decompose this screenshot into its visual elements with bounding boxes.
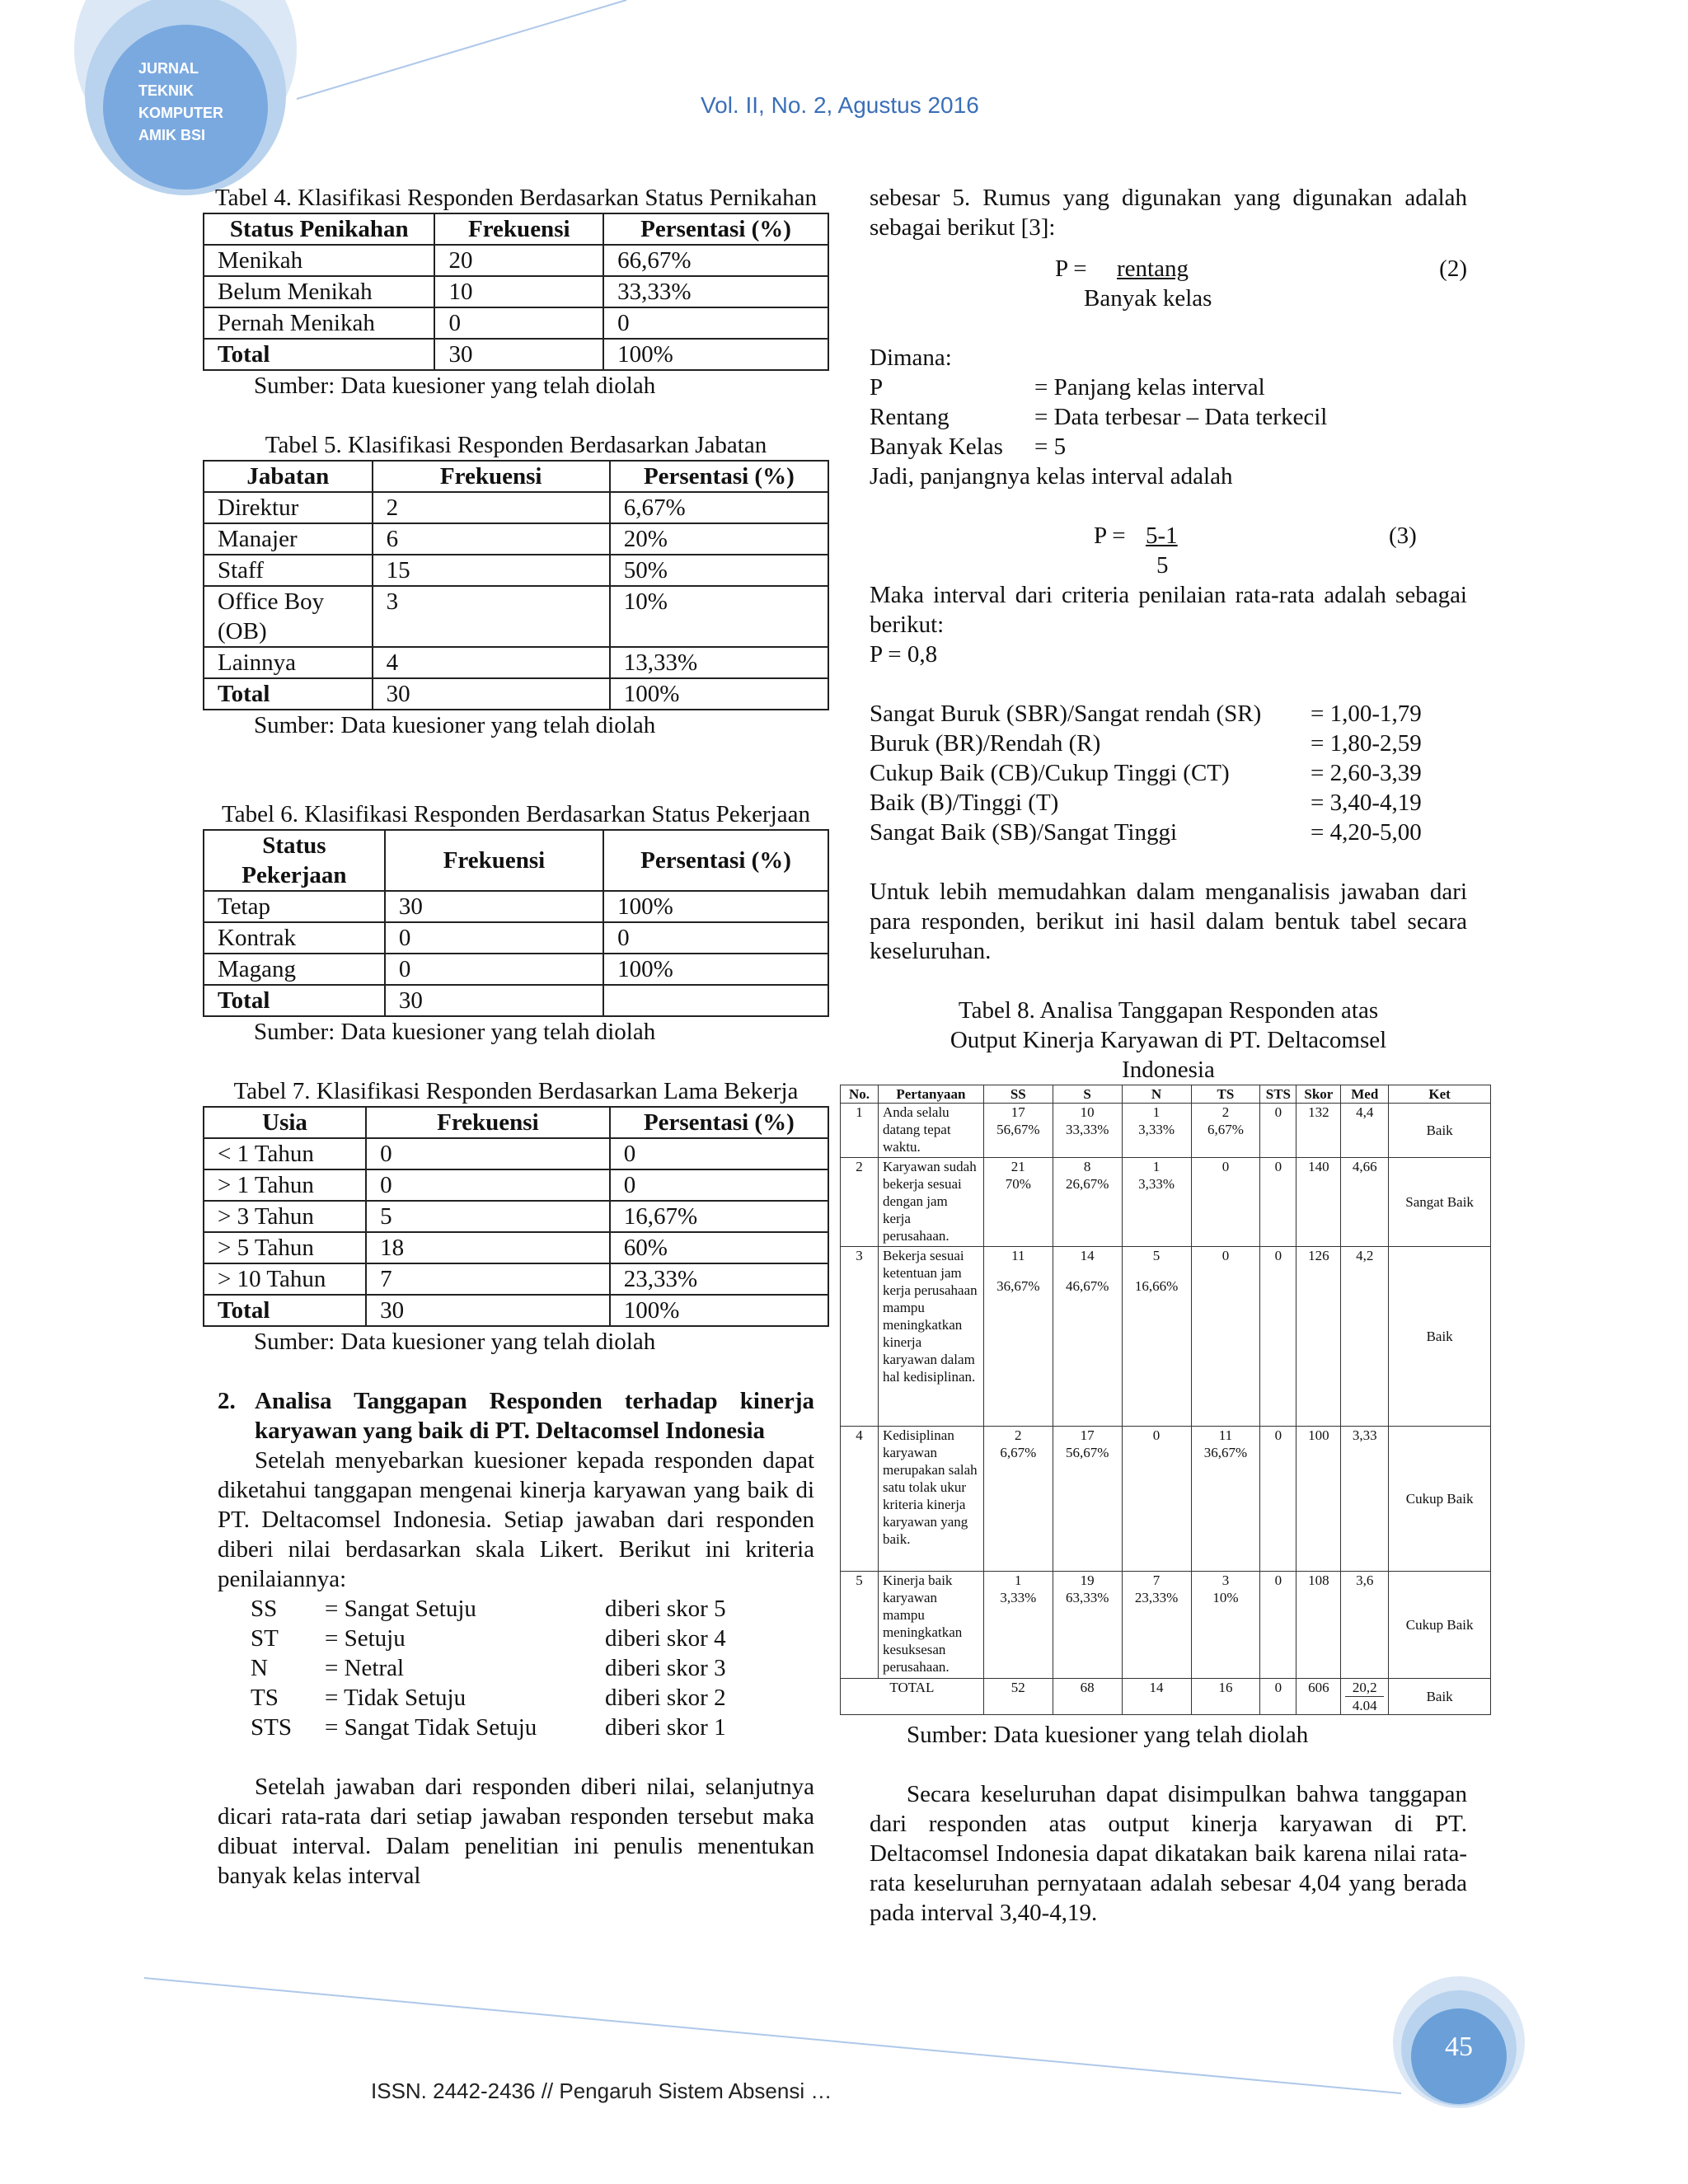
right-column — [848, 183, 1474, 1928]
table-row: Staff 15 50% — [204, 555, 828, 586]
table-row: Direktur 2 6,67% — [204, 492, 828, 523]
definitions: P = Panjang kelas interval Rentang = Data terbesar – Data terkecil Banyak Kelas = 5 — [870, 374, 1328, 460]
journal-logo-text — [138, 58, 279, 147]
paragraph: Untuk lebih memudahkan dalam menganalisis jawaban dari para responden, berikut ini hasil dalam bentuk tabel secara keseluruhan. — [870, 879, 1467, 964]
table-total-row: TOTAL 52 68 14 16 0 606 20,2 4.04 Baik — [841, 1679, 1491, 1715]
table6-caption: Tabel 6. Klasifikasi Responden Berdasarkan Status Pekerjaan — [222, 801, 810, 827]
table-row: Magang 0 100% — [204, 954, 828, 985]
table-row: 4 Kedisiplinan karyawan merupakan salah satu tolak ukur kriteria kinerja karyawan yang baik. 2 6,67% 17 56,67% 0 11 36,67% 0 100 3,33 Cukup Baik — [841, 1427, 1491, 1572]
table-row: Office Boy (OB) 3 10% — [204, 586, 828, 647]
table5-caption: Tabel 5. Klasifikasi Responden Berdasarkan Jabatan — [265, 432, 767, 458]
section-title: Analisa Tanggapan Responden terhadap kinerja karyawan yang baik di PT. Deltacomsel Indonesia — [255, 1388, 814, 1444]
paragraph: Setelah menyebarkan kuesioner kepada responden dapat diketahui tanggapan mengenai kinerja karyawan yang baik di PT. Deltacomsel Indonesia. Setiap jawaban dari responden diberi nilai berdasarkan skala Likert. Berikut ini kriteria penilaiannya: — [218, 1447, 814, 1592]
table-header: Frekuensi — [434, 213, 603, 245]
table6-source: Sumber: Data kuesioner yang telah diolah — [254, 1019, 656, 1045]
table-header: Persentasi (%) — [603, 213, 828, 245]
table-row: 1 Anda selalu datang tepat waktu. 17 56,67% 10 33,33% 1 3,33% 2 6,67% 0 132 4,4 Baik — [841, 1104, 1491, 1158]
formula-3: P = 5-1 5 (3) — [1094, 523, 1417, 579]
logo-line: TEKNIK — [138, 82, 194, 99]
interval-scale: Sangat Buruk (SBR)/Sangat rendah (SR) = 1,00-1,79 Buruk (BR)/Rendah (R) = 1,80-2,59 Cukup Baik (CB)/Cukup Tinggi (CT) = 2,60-3,39 Baik (B)/Tinggi (T) = 3,40-4,19 Sangat Baik (SB)/Sangat Tinggi = 4,20-5,00 — [870, 701, 1422, 846]
table-row: > 10 Tahun 7 23,33% — [204, 1263, 828, 1295]
table7-source: Sumber: Data kuesioner yang telah diolah — [254, 1329, 656, 1355]
table4 — [203, 213, 829, 371]
table-row: Manajer 6 20% — [204, 523, 828, 555]
table4-source: Sumber: Data kuesioner yang telah diolah — [254, 373, 656, 399]
section-number: 2. — [218, 1388, 236, 1414]
table-header: Status Penikahan — [204, 213, 434, 245]
table-row: 2 Karyawan sudah bekerja sesuai dengan jam kerja perusahaan. 21 70% 8 26,67% 1 3,33% 0 0 140 4,66 Sangat Baik — [841, 1158, 1491, 1247]
table-row: < 1 Tahun 0 0 — [204, 1138, 828, 1169]
table8: No. Pertanyaan SS S N TS STS Skor Med Ket 1 Anda selalu datang tepat waktu. 17 56,67% 10 33,33% 1 3,33% 2 6,67% 0 132 4,4 Baik 2 Karyawan sudah bekerja sesuai dengan jam kerja perusahaan. 21 70% 8 26,67% 1 3,33% 0 0 140 4,66 Sangat Baik 3 Bekerja sesuai ketentuan jam kerja perusahaan mampu meningkatkan kinerja karyawan dalam hal kedisiplinan. 11 36,67% 14 46,67% 5 16,66% 0 0 126 4,2 Baik 4 Kedisiplinan karyawan merupakan salah satu tolak ukur kriteria kinerja karyawan yang baik. 2 6,67% 17 56,67% 0 11 36,67% 0 100 3,33 Cukup Baik 5 Kinerja baik karyawan mampu meningkatkan kesuksesan perusahaan. 1 3,33% 19 63,33% 7 23,33% 3 10% 0 108 3,6 Cukup Baik TOTAL 52 68 14 16 0 606 20,2 4.04 Baik — [840, 1085, 1491, 1715]
table-row: > 3 Tahun 5 16,67% — [204, 1201, 828, 1232]
table-total-row: Total 30 100% — [204, 339, 828, 370]
table-header: Persentasi (%) — [610, 1107, 828, 1138]
table-header: Frekuensi — [366, 1107, 610, 1138]
conclusion-paragraph: Secara keseluruhan dapat disimpulkan bahwa tanggapan dari responden atas output kinerja karyawan di PT. Deltacomsel Indonesia dapat dikatakan baik karena nilai rata-rata keseluruhan pernyataan adalah sebesar 4,04 yang berada pada interval 3,40-4,19. — [870, 1781, 1467, 1926]
table-row: Pernah Menikah 0 0 — [204, 307, 828, 339]
logo-line: KOMPUTER — [138, 105, 223, 121]
table-row: 3 Bekerja sesuai ketentuan jam kerja perusahaan mampu meningkatkan kinerja karyawan dalam hal kedisiplinan. 11 36,67% 14 46,67% 5 16,66% 0 0 126 4,2 Baik — [841, 1247, 1491, 1427]
table-row: Lainnya 4 13,33% — [204, 647, 828, 678]
paragraph: sebesar 5. Rumus yang digunakan yang digunakan adalah sebagai berikut [3]: — [870, 185, 1467, 241]
header-rule — [297, 0, 626, 99]
table-row: Tetap 30 100% — [204, 891, 828, 922]
formula-2: P = rentang Banyak kelas (2) — [1055, 255, 1467, 312]
left-column — [203, 183, 829, 1891]
logo-line: AMIK BSI — [138, 127, 205, 143]
table-total-row: Total 30 100% — [204, 1295, 828, 1326]
volume-header: Vol. II, No. 2, Agustus 2016 — [701, 92, 979, 118]
page-number: 45 — [1445, 2032, 1473, 2062]
table-header: Frekuensi — [373, 461, 610, 492]
table5-source: Sumber: Data kuesioner yang telah diolah — [254, 712, 656, 738]
table-total-row: Total 30 — [204, 985, 828, 1016]
table-row: Kontrak 0 0 — [204, 922, 828, 954]
table-header: Persentasi (%) — [603, 830, 828, 891]
table8-caption: Tabel 8. Analisa Tanggapan Responden atas Output Kinerja Karyawan di PT. Deltacomsel Indonesia — [950, 997, 1387, 1083]
table-row: 5 Kinerja baik karyawan mampu meningkatkan kesuksesan perusahaan. 1 3,33% 19 63,33% 7 23,33% 3 10% 0 108 3,6 Cukup Baik — [841, 1572, 1491, 1679]
paragraph: Jadi, panjangnya kelas interval adalah — [870, 463, 1233, 490]
table-row: Belum Menikah 10 33,33% — [204, 276, 828, 307]
paragraph: Maka interval dari criteria penilaian rata-rata adalah sebagai berikut: — [870, 582, 1467, 638]
table-row: Menikah 20 66,67% — [204, 245, 828, 276]
logo-line: JURNAL — [138, 60, 199, 77]
table8-source: Sumber: Data kuesioner yang telah diolah — [907, 1722, 1309, 1748]
table4-caption: Tabel 4. Klasifikasi Responden Berdasarkan Status Pernikahan — [214, 185, 818, 211]
dimana-label: Dimana: — [870, 344, 952, 371]
section-heading — [218, 1386, 814, 1446]
table-header: Frekuensi — [385, 830, 603, 891]
table-row: > 1 Tahun 0 0 — [204, 1169, 828, 1201]
footer-rule — [144, 1978, 1401, 2093]
table-header: Status Pekerjaan — [204, 830, 385, 891]
likert-list: SS = Sangat Setuju diberi skor 5 ST = Setuju diberi skor 4 N = Netral diberi skor 3 TS = Tidak Setuju diberi skor 2 STS = Sangat Tidak Setuju diberi skor 1 — [251, 1596, 726, 1741]
table-row: > 5 Tahun 18 60% — [204, 1232, 828, 1263]
table-header: Usia — [204, 1107, 366, 1138]
table-header: Persentasi (%) — [610, 461, 828, 492]
issn-footer: ISSN. 2442-2436 // Pengaruh Sistem Absensi … — [371, 2079, 832, 2103]
paragraph: Setelah jawaban dari responden diberi nilai, selanjutnya dicari rata-rata dari setiap jawaban responden tersebut maka dibuat interval. Dalam penelitian ini penulis menentukan banyak kelas interval — [218, 1774, 814, 1889]
table-total-row: Total 30 100% — [204, 678, 828, 710]
table6 — [203, 829, 829, 1017]
table7-caption: Tabel 7. Klasifikasi Responden Berdasarkan Lama Bekerja — [233, 1078, 799, 1104]
table-header: Jabatan — [204, 461, 373, 492]
p-value: P = 0,8 — [870, 641, 938, 668]
table5 — [203, 460, 829, 710]
table7 — [203, 1106, 829, 1327]
